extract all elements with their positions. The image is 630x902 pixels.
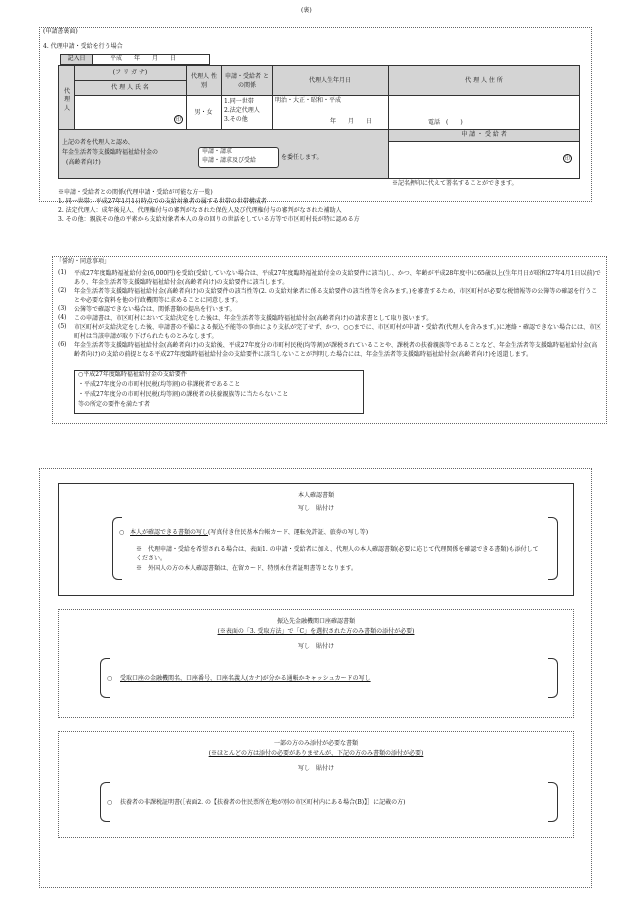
delegation-option-1[interactable]: 申請・請求 bbox=[202, 148, 233, 155]
relation-note-title: ※申請・受給者との関係(代理申請・受給が可能な方一覧) bbox=[58, 189, 213, 196]
birth-ymd: 年 月 日 bbox=[330, 118, 373, 125]
relation-option-3[interactable]: 3.その他 bbox=[224, 116, 248, 123]
delegation-text-3: (高齢者向け) bbox=[66, 159, 101, 166]
partial-docs-subtitle: (※ほとんどの方は添付の必要がありませんが、下記の方のみ書類の添付が必要) bbox=[208, 750, 424, 757]
proxy-address-input[interactable] bbox=[389, 96, 579, 129]
applicant-header: 申 請 ・ 受 給 者 bbox=[461, 131, 507, 138]
proxy-row-label: 代 理 人 bbox=[63, 88, 70, 112]
partial-item-text: 扶養者の非課税証明書(［表面2. の【扶養者の住民票所在地が別の市区町村内にある場合(B)】］に記載の方) bbox=[120, 799, 406, 806]
identity-note-2: ※ 外国人の方の本人確認書類は、在留カード、特別永住者証明書等となります。 bbox=[136, 565, 357, 572]
identity-docs-title: 本人確認書類 bbox=[297, 492, 334, 499]
phone-label: 電話 ( ) bbox=[428, 119, 463, 126]
partial-right-bracket bbox=[548, 782, 558, 822]
partial-item-bullet: ○ bbox=[107, 799, 113, 806]
gender-options[interactable]: 男・女 bbox=[194, 109, 213, 116]
relation-option-1[interactable]: 1.同一世帯 bbox=[224, 98, 254, 105]
req-line-1: ○平成27年度臨時福祉給付金の支給要件 bbox=[78, 371, 187, 378]
furigana-header: (フ リ ガ ナ) bbox=[112, 69, 148, 76]
pledge-item-5: 市区町村が支給決定をした後、申請書の不備による振込不能等の事由により支払が完了せず、かつ、○○までに、市区町村が申請・受給者(代理人を含みます。)に連絡・確認できない場合には、市区町村は当該申請が取り下げられたものとみなします。 bbox=[74, 324, 601, 340]
applicant-sign-field[interactable] bbox=[389, 142, 579, 178]
name-header: 代 理 人 氏 名 bbox=[111, 84, 149, 91]
pledge-item-6: 年金生活者等支援臨時福祉給付金(高齢者向け)の支給後、平成27年度分の市町村民税(均等割)が課税されていることや、課税者の扶養親族等であることなど、年金生活者等支援臨時福祉給付金(高齢者向け)の支給の前提となる平成27年度臨時福祉給付金の支給要件に該当しないことが判明した場合には、年金生活者等支援臨時福祉給付金(高齢者向け)を返還します。 bbox=[74, 342, 598, 358]
bank-docs-subtitle: (※表面の「3. 受取方法」で「C」を選択された方のみ書類の添付が必要) bbox=[217, 628, 415, 635]
sign-note: ※記名押印に代えて署名することができます。 bbox=[392, 180, 518, 187]
delegation-text-2: 年金生活者等支援臨時福祉給付金の bbox=[62, 149, 159, 156]
identity-item-detail: (写真付き住民基本台帳カード、運転免許証、旅券の写し等) bbox=[208, 529, 369, 536]
pledge-item-4: この申請書は、市区町村において支給決定をした後は、年金生活者等支援臨時福祉給付金(高齢者向け)の請求書として取り扱います。 bbox=[74, 315, 433, 322]
identity-note-1: ※ 代理申請・受給を希望される場合は、表面1. の申請・受給者に加え、代理人の本人確認書類(必要に応じて代理関係を確認できる書類)も添付してください。 bbox=[136, 546, 539, 562]
relation-note-2: 2. 法定代理人：成年後見人、代理権付与の審判がなされた保佐人及び代理権付与の審判がなされた補助人 bbox=[58, 207, 342, 214]
relation-header: 申請・受給者 との関係 bbox=[225, 73, 269, 89]
bank-item-text: 受取口座の金融機関名、口座番号、口座名義人(カナ)が分かる通帳かキャッシュカードの写し bbox=[120, 675, 371, 682]
pledge-num-4: (4) bbox=[58, 314, 67, 321]
era-options[interactable]: 明治・大正・昭和・平成 bbox=[275, 97, 342, 104]
req-line-2: ・平成27年度分の市町村民税(均等割)の非課税者であること bbox=[78, 381, 241, 388]
date-value: 平成 年 月 日 bbox=[110, 55, 177, 62]
identity-item-bullet: ○ bbox=[119, 529, 125, 536]
pledge-item-1: 平成27年度臨時福祉給付金(6,000円)を受給(受給していない場合は、平成27年度臨時福祉給付金の支給要件に該当)し、かつ、年齢が平成28年度中に65歳以上(生年月日が昭和27年4月1日以前)であり、年金生活者等支援臨時福祉給付金(高齢者向け)の支給要件に該当します。 bbox=[74, 270, 601, 286]
applicant-seal-mark: 印 bbox=[564, 156, 570, 162]
gender-header: 代理人 性別 bbox=[191, 73, 217, 89]
pledge-num-6: (6) bbox=[58, 341, 67, 348]
partial-paste-label: 写し 貼付け bbox=[297, 765, 334, 772]
req-line-3: ・平成27年度分の市町村民税(均等割)の課税者の扶養親族等に当たらないこと bbox=[78, 391, 289, 398]
relation-option-2[interactable]: 2.法定代理人 bbox=[224, 107, 260, 114]
date-label: 記入日 bbox=[67, 55, 86, 62]
page-side-label: (裏) bbox=[301, 7, 312, 14]
identity-right-bracket bbox=[548, 517, 558, 580]
pledge-item-3: 公簿等で確認できない場合は、関係書類の提出を行います。 bbox=[74, 306, 236, 313]
proxy-seal-mark: 印 bbox=[175, 117, 181, 123]
section-title: 4. 代理申請・受給を行う場合 bbox=[43, 43, 123, 50]
birth-header: 代理人生年月日 bbox=[308, 77, 351, 84]
partial-docs-title: 一部の方のみ添付が必要な書類 bbox=[273, 740, 358, 747]
relation-note-1: 1. 同一世帯：平成27年1月1日時点での支給対象者の属する世帯の世帯構成者 bbox=[58, 198, 267, 205]
bank-docs-title: 振込先金融機関口座確認書類 bbox=[276, 618, 355, 625]
proxy-name-input[interactable] bbox=[75, 96, 186, 129]
identity-left-bracket bbox=[112, 517, 125, 580]
identity-item-main: 本人が確認できる書類の写し bbox=[130, 529, 209, 536]
pledge-num-5: (5) bbox=[58, 323, 67, 330]
bank-item-bullet: ○ bbox=[107, 675, 113, 682]
pledge-num-2: (2) bbox=[58, 287, 67, 294]
relation-note-3: 3. その他：親族その他の平素から支給対象者本人の身の回りの世話をしている方等で市区町村長が特に認める方 bbox=[58, 216, 360, 223]
pledge-num-3: (3) bbox=[58, 305, 67, 312]
pledge-num-1: (1) bbox=[58, 269, 67, 276]
req-line-4: 等の所定の要件を満たす者 bbox=[78, 401, 151, 408]
delegation-suffix: を委任します。 bbox=[281, 154, 323, 161]
bank-right-bracket bbox=[548, 658, 558, 698]
reverse-side-header: (申請書裏面) bbox=[43, 28, 78, 35]
address-header: 代 理 人 住 所 bbox=[465, 77, 503, 84]
delegation-text-1: 上記の者を代理人と認め、 bbox=[62, 139, 134, 146]
identity-paste-label: 写し 貼付け bbox=[297, 505, 334, 512]
pledge-item-2: 年金生活者等支援臨時福祉給付金(高齢者向け)の支給要件の該当性等(2. の支給対象者に係る支給要件の該当性等を含みます。)を審査するため、市区町村が必要な税情報等の公簿等の確認を行うことや必要な資料を他の行政機関等に求めることに同意します。 bbox=[74, 288, 598, 304]
pledge-title: 「誓約・同意事項」 bbox=[56, 258, 111, 265]
delegation-option-2[interactable]: 申請・請求及び受給 bbox=[202, 157, 257, 164]
bank-paste-label: 写し 貼付け bbox=[297, 643, 334, 650]
